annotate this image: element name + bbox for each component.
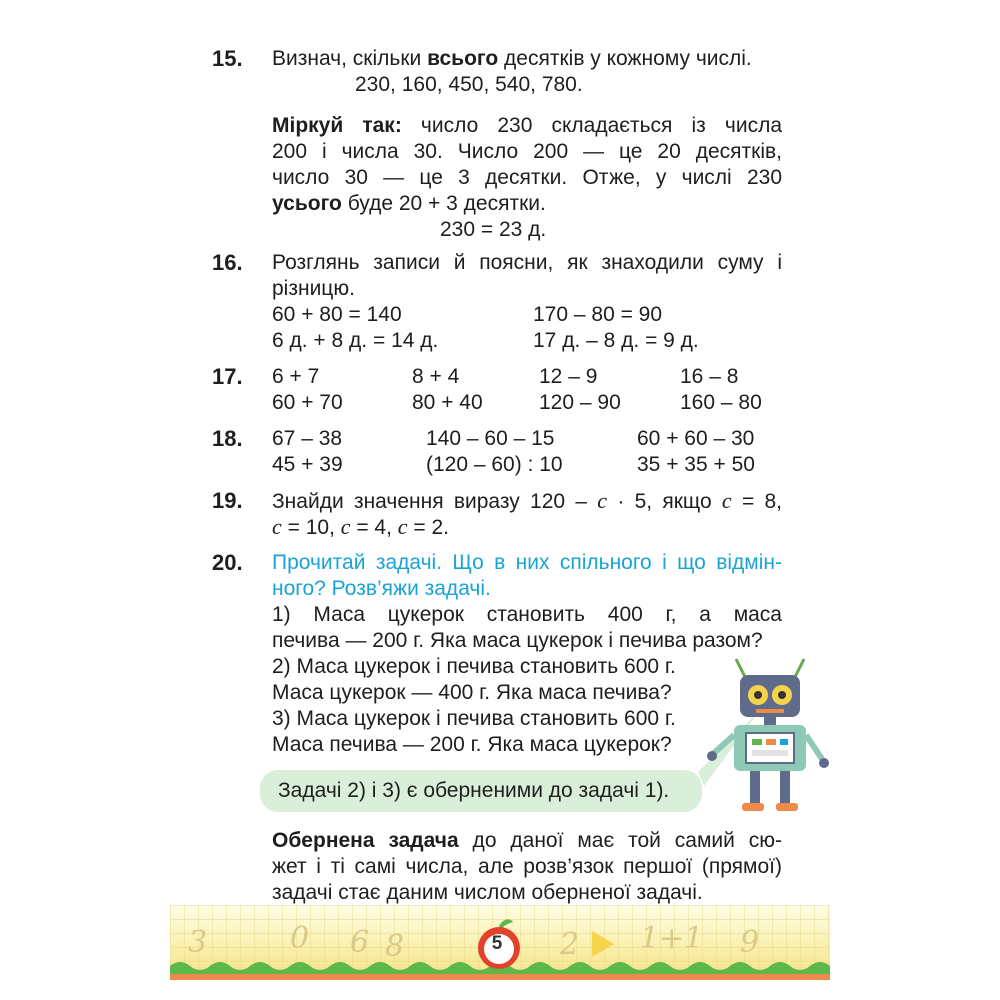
exercise-17-expr: 60 + 70	[272, 391, 343, 414]
exercise-16-left-1: 60 + 80 = 140	[272, 303, 402, 326]
task-3-line-1: 3) Маса цукерок і печива становить 600 г.	[272, 707, 676, 730]
exercise-18-expr: 140 – 60 – 15	[426, 427, 555, 450]
exercise-16-right-2: 17 д. – 8 д. = 9 д.	[533, 329, 699, 352]
exercise-15-result: 230 = 23 д.	[440, 218, 547, 241]
exercise-18-expr: 67 – 38	[272, 427, 343, 450]
footer-digit: 8	[385, 929, 405, 964]
footer-digit: 0	[290, 921, 310, 956]
definition-line-2: жет і ті самі числа, але розв’язок першої (прямої)	[272, 855, 782, 878]
exercise-18-expr: 60 + 60 – 30	[637, 427, 755, 450]
exercise-19-line-2: c = 10, c = 4, c = 2.	[272, 514, 449, 539]
exercise-17-expr: 120 – 90	[539, 391, 621, 414]
exercise-17-number: 17.	[212, 364, 243, 389]
footer-digit: 3	[188, 925, 208, 960]
exercise-15-numbers: 230, 160, 450, 540, 780.	[355, 73, 583, 96]
exercise-17-expr: 160 – 80	[680, 391, 762, 414]
exercise-15-hint-line-2: 200 і числа 30. Число 200 — це 20 десятків,	[272, 140, 782, 163]
exercise-18-expr: 45 + 39	[272, 453, 343, 476]
exercise-16-prompt-line-2: різницю.	[272, 277, 355, 300]
exercise-20-number: 20.	[212, 550, 243, 575]
exercise-17-expr: 80 + 40	[412, 391, 483, 414]
exercise-18-expr: 35 + 35 + 50	[637, 453, 755, 476]
exercise-15-number: 15.	[212, 46, 243, 71]
exercise-15-hint-line-1: Міркуй так: число 230 складається із числа	[272, 114, 782, 137]
callout-text: Задачі 2) і 3) є оберненими до задачі 1).	[278, 779, 670, 802]
exercise-16-number: 16.	[212, 250, 243, 275]
exercise-19-number: 19.	[212, 488, 243, 513]
exercise-18-number: 18.	[212, 426, 243, 451]
footer-digit: 1+1	[640, 921, 704, 956]
exercise-16-left-2: 6 д. + 8 д. = 14 д.	[272, 329, 439, 352]
task-2-line-2: Маса цукерок — 400 г. Яка маса печива?	[272, 681, 672, 704]
play-triangle-icon	[590, 929, 616, 959]
exercise-17-expr: 16 – 8	[680, 365, 739, 388]
exercise-16-prompt-line-1: Розглянь записи й поясни, як знаходили суму і	[272, 251, 782, 274]
definition-line-3: задачі стає даним числом оберненої задачі.	[272, 881, 703, 904]
task-3-line-2: Маса печива — 200 г. Яка маса цукерок?	[272, 733, 672, 756]
task-1-line-1: 1) Маса цукерок становить 400 г, а маса	[272, 603, 782, 626]
exercise-20-prompt-line-1: Прочитай задачі. Що в них спільного і що відмін-	[272, 551, 782, 574]
definition-line-1: Обернена задача до даної має той самий сю-	[272, 829, 782, 852]
exercise-17-expr: 6 + 7	[272, 365, 320, 388]
page-number: 5	[491, 933, 503, 954]
exercise-20-prompt-line-2: ного? Розв’яжи задачі.	[272, 577, 491, 600]
exercise-17-expr: 12 – 9	[539, 365, 598, 388]
footer-digit: 6	[350, 925, 370, 960]
robot-illustration	[700, 655, 840, 815]
exercise-15-prompt: Визнач, скільки всього десятків у кожному числі.	[272, 47, 752, 70]
exercise-19-line-1: Знайди значення виразу 120 – c · 5, якщо c = 8,	[272, 488, 783, 513]
footer-digit: 2	[560, 927, 580, 962]
exercise-15-hint-line-4: усього буде 20 + 3 десятки.	[272, 192, 546, 215]
footer-digit: 9	[740, 925, 760, 960]
exercise-18-expr: (120 – 60) : 10	[426, 453, 563, 476]
exercise-17-expr: 8 + 4	[412, 365, 460, 388]
exercise-16-right-1: 170 – 80 = 90	[533, 303, 663, 326]
exercise-15-hint-line-3: число 30 — це 3 десятки. Отже, у числі 230	[272, 166, 782, 189]
task-2-line-1: 2) Маса цукерок і печива становить 600 г.	[272, 655, 676, 678]
task-1-line-2: печива — 200 г. Яка маса цукерок і печива разом?	[272, 629, 763, 652]
